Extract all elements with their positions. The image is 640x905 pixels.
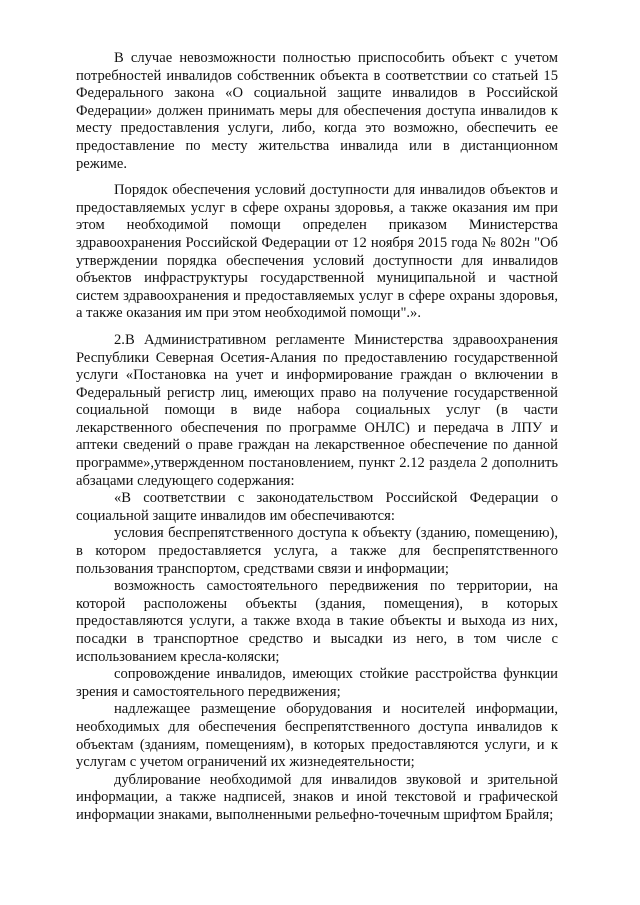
paragraph-regulation-amendment: 2.В Административном регламенте Министерства здравоохранения Республики Северная Осетия-Алания по предоставлению государственной услуги «Постановка на учет и информирование граждан о включении в Федеральный регистр лиц, имеющих право на получение государственной социальной помощи в виде набора социальных услуг (в части лекарственного обеспечения по программе ОНЛС) и передача в ЛПУ и аптеки сведений о праве граждан на лекарственное обеспечение по данной программе»,утвержденном постановлением, пункт 2.12 раздела 2 дополнить абзацами следующего содержания: — [76, 331, 558, 489]
list-item-information-duplication: дублирование необходимой для инвалидов звуковой и зрительной информации, а также надписей, знаков и иной текстовой и графической информации знаками, выполненными рельефно-точечным шрифтом Брайля; — [76, 771, 558, 823]
list-item-independent-movement: возможность самостоятельного передвижения по территории, на которой расположены объекты (здания, помещения), в которых предоставляются услуги, а также входа в такие объекты и выхода из них, посадки в транспортное средство и высадки из него, в том числе с использованием кресла-коляски; — [76, 578, 558, 665]
list-item-equipment-placement: надлежащее размещение оборудования и носителей информации, необходимых для обеспечения беспрепятственного доступа инвалидов к объектам (зданиям, помещениям), в которых предоставляются услуги, и к услугам с учетом ограничений их жизнедеятельности; — [76, 701, 558, 771]
paragraph-provisions-intro: «В соответствии с законодательством Российской Федерации о социальной защите инвалидов им обеспечиваются: — [76, 490, 558, 524]
list-item-access-conditions: условия беспрепятственного доступа к объекту (зданию, помещению), в котором предоставляется услуга, а также для беспрепятственного пользования транспортом, средствами связи и информации; — [76, 525, 558, 577]
document-page — [76, 50, 558, 825]
paragraph-accessibility-order: Порядок обеспечения условий доступности для инвалидов объектов и предоставляемых услуг в сфере охраны здоровья, а также оказания им при этом необходимой помощи определен приказом Министерства здравоохранения Российской Федерации от 12 ноября 2015 года № 802н "Об утверждении порядка обеспечения условий доступности для инвалидов объектов инфраструктуры государственной муниципальной и частной систем здравоохранения и предоставляемых услуг в сфере охраны здоровья, а также оказания им при этом необходимой помощи".». — [76, 182, 558, 322]
paragraph-object-adaptation: В случае невозможности полностью приспособить объект с учетом потребностей инвалидов собственник объекта в соответствии со статьей 15 Федерального закона «О социальной защите инвалидов в Российской Федерации» должен принимать меры для обеспечения доступа инвалидов к месту предоставления услуги, либо, когда это возможно, обеспечить ее предоставление по месту жительства инвалида или в дистанционном режиме. — [76, 50, 558, 172]
list-item-escort: сопровождение инвалидов, имеющих стойкие расстройства функции зрения и самостоятельного передвижения; — [76, 666, 558, 700]
